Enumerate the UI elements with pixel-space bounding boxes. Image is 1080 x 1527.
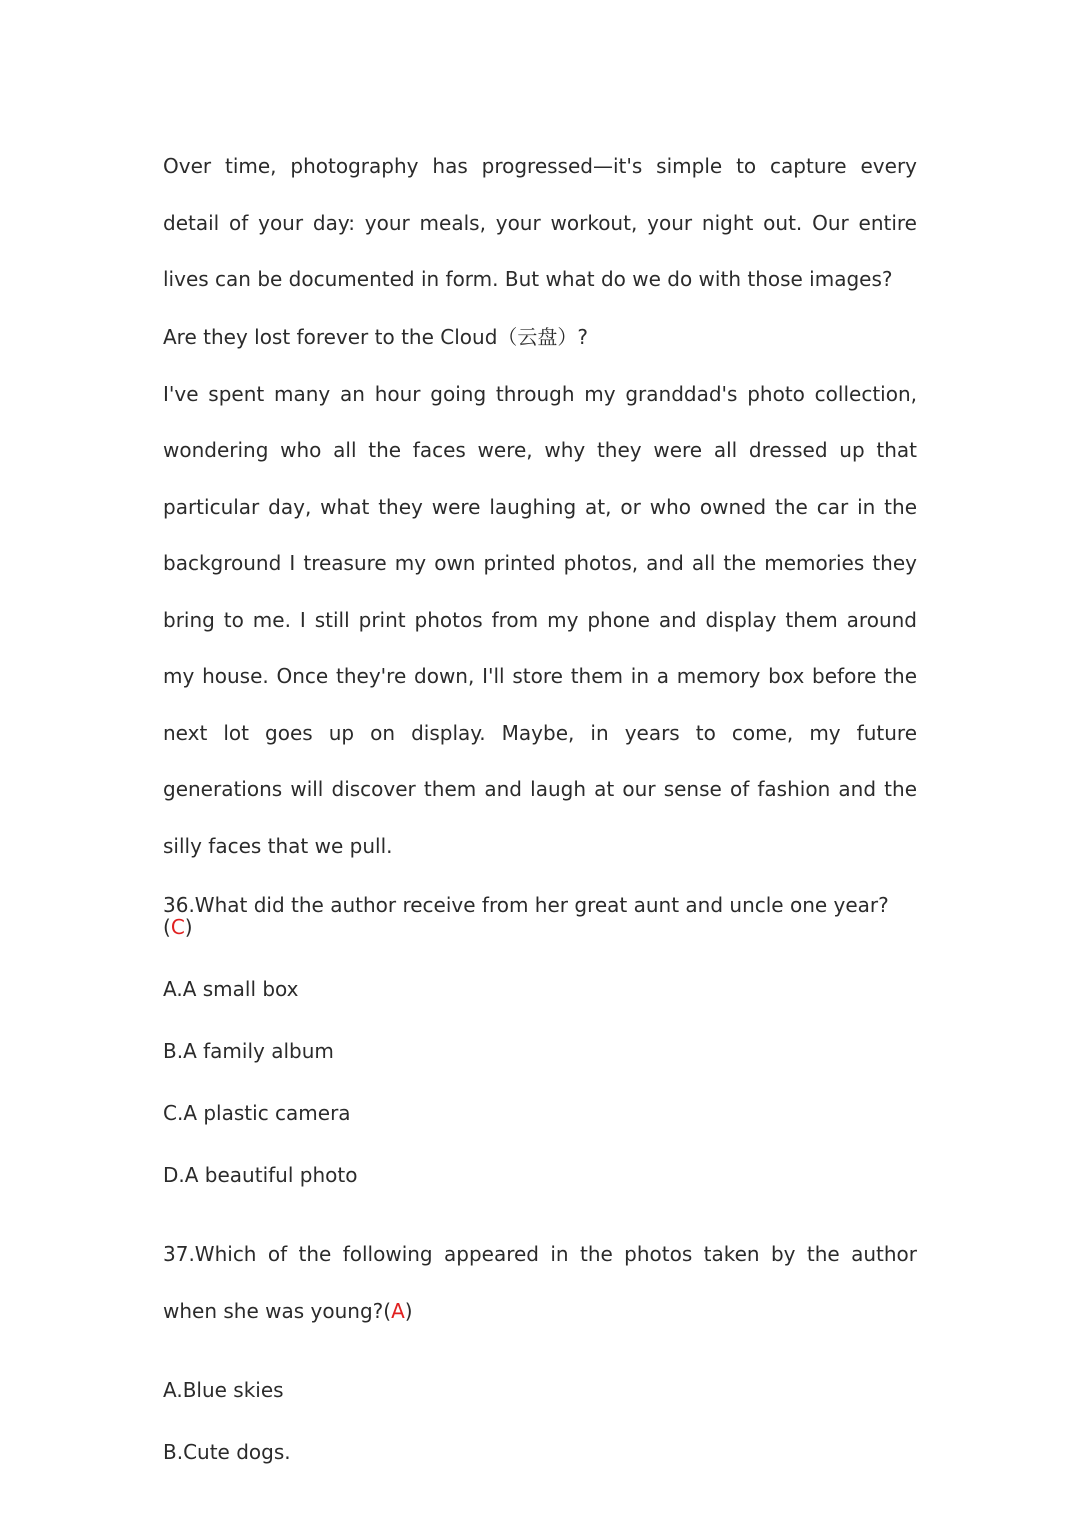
passage-paragraph-2: I've spent many an hour going through my granddad's photo collection, wondering who all the faces were, why they were all dressed up that particular day, what they were laughing at, or who owned the car in the background I treasure my own printed photos, and all the memories they bring to me. I still print photos from my phone and display them around my house. Once they're down, I'll store them in a memory box before the next lot goes up on display. Maybe, in years to come, my future generations will discover them and laugh at our sense of fashion and the silly faces that we pull. (163, 381, 917, 858)
question-37-close: ) (404, 1298, 413, 1323)
passage-line-cloud: Are they lost forever to the Cloud（云盘）? (163, 324, 588, 349)
question-36-answer: C (170, 915, 185, 939)
question-37-option-b: B.Cute dogs. (163, 1440, 291, 1464)
question-36-option-a: A.A small box (163, 977, 299, 1001)
document-content (163, 138, 917, 1463)
question-37-text: 37.Which of the following appeared in the photos taken by the author when she was young?( (163, 1242, 917, 1323)
question-36-option-b: B.A family album (163, 1039, 334, 1063)
question-36-option-c: C.A plastic camera (163, 1101, 351, 1125)
question-37 (163, 1226, 917, 1339)
question-37-answer: A (391, 1298, 405, 1323)
question-37-option-a: A.Blue skies (163, 1378, 284, 1402)
question-36-text: 36.What did the author receive from her great aunt and uncle one year?( (163, 893, 889, 939)
passage-paragraph-1: Over time, photography has progressed—it's simple to capture every detail of your day: your meals, your workout, your night out. Our entire lives can be documented in form. But what do we do with those images? (163, 154, 917, 291)
question-36 (163, 894, 917, 938)
question-36-option-d: D.A beautiful photo (163, 1163, 358, 1187)
question-36-close: ) (184, 915, 193, 939)
